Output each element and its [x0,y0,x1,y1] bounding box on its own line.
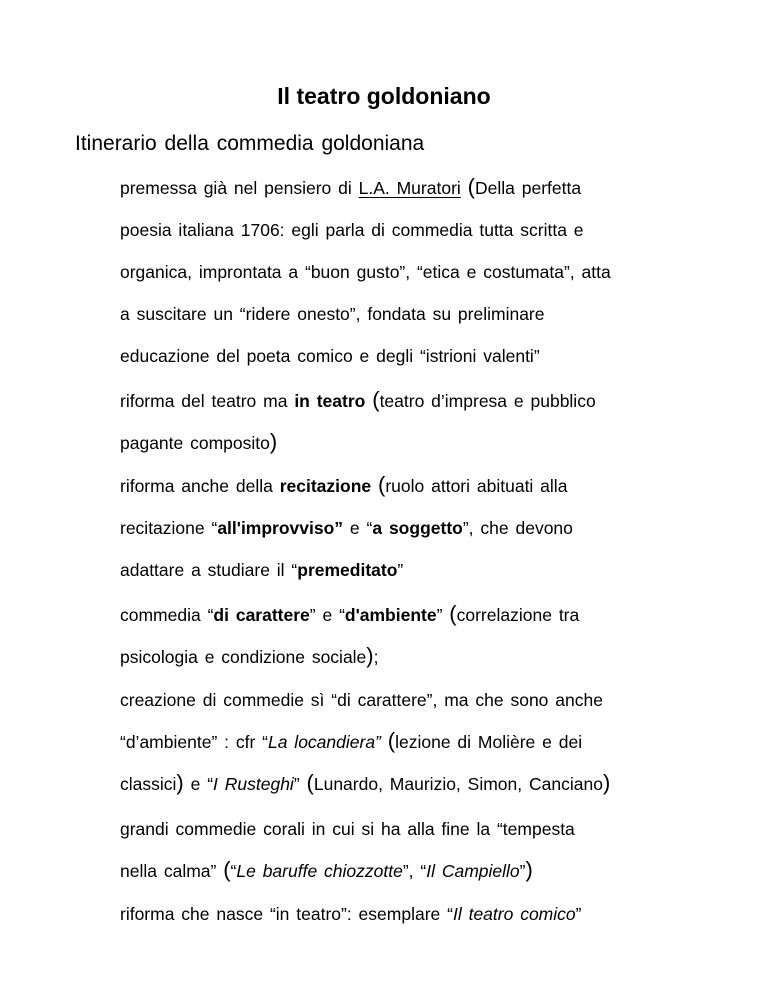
list-item-line: commedia “di carattere” e “d'ambiente” (correlazione tra [120,601,580,626]
list-item-line: a suscitare un “ridere onesto”, fondata su preliminare [120,304,545,324]
list-item-line: riforma che nasce “in teatro”: esemplare “Il teatro comico” [120,904,582,924]
section-heading: Itinerario della commedia goldoniana [75,132,425,155]
list-item-line: pagante composito) [120,429,278,454]
list-item-line: educazione del poeta comico e degli “istrioni valenti” [120,346,540,366]
list-item-line: riforma anche della recitazione (ruolo attori abituati alla [120,472,568,497]
list-item-line: organica, improntata a “buon gusto”, “etica e costumata”, atta [120,262,611,282]
list-item-line: adattare a studiare il “premeditato” [120,560,404,580]
list-item-line: creazione di commedie sì “di carattere”, ma che sono anche [120,690,603,710]
list-item-line: riforma del teatro ma in teatro (teatro d’impresa e pubblico [120,387,596,412]
list-item-line: classici) e “I Rusteghi” (Lunardo, Maurizio, Simon, Canciano) [120,770,611,795]
page-title: Il teatro goldoniano [277,83,491,109]
list-item-line: grandi commedie corali in cui si ha alla fine la “tempesta [120,819,575,839]
list-item-line: nella calma” (“Le baruffe chiozzotte”, “Il Campiello”) [120,857,533,882]
list-item-line: “d’ambiente” : cfr “La locandiera” (lezione di Molière e dei [120,728,583,753]
list-item-line: poesia italiana 1706: egli parla di commedia tutta scritta e [120,220,584,240]
author-reference: L.A. Muratori [358,178,461,198]
list-item-line: premessa già nel pensiero di L.A. Muratori (Della perfetta [120,174,582,199]
list-item-line: recitazione “all'improvviso” e “a soggetto”, che devono [120,518,573,538]
list-item-line: psicologia e condizione sociale); [120,643,379,668]
